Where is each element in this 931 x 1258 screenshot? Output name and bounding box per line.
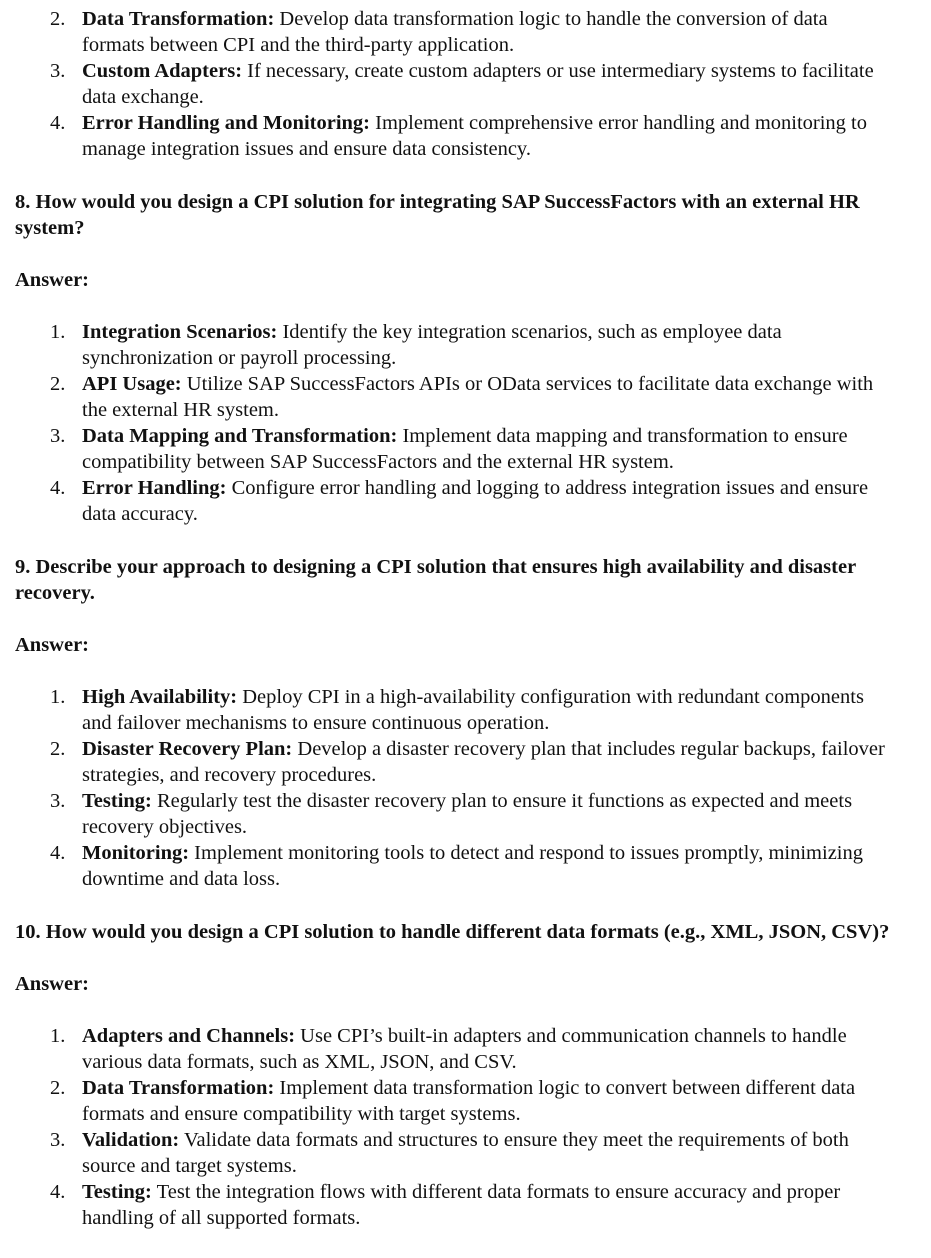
list-number: 2.	[50, 1077, 66, 1099]
answer-label: Answer:	[15, 269, 90, 291]
list-number: 2.	[50, 738, 66, 760]
item-title: Data Mapping and Transformation:	[82, 425, 398, 447]
answer-list	[0, 319, 931, 527]
item-text: Implement monitoring tools to detect and respond to issues promptly, minimizing downtime and data loss.	[82, 842, 863, 890]
list-item	[0, 6, 931, 58]
list-number: 1.	[50, 1025, 66, 1047]
question-heading: 8. How would you design a CPI solution for integrating SAP SuccessFactors with an external HR system?	[15, 191, 860, 239]
item-text: Implement data transformation logic to convert between different data formats and ensure compatibility with target systems.	[82, 1077, 856, 1125]
item-title: Validation:	[82, 1129, 180, 1151]
item-text: Deploy CPI in a high-availability configuration with redundant components and failover mechanisms to ensure continuous operation.	[82, 686, 864, 734]
list-number: 4.	[50, 1181, 66, 1203]
question-section-10	[0, 919, 931, 1231]
list-number: 1.	[50, 321, 66, 343]
item-text: If necessary, create custom adapters or use intermediary systems to facilitate data exchange.	[82, 60, 874, 108]
answer-list	[0, 1023, 931, 1231]
item-text: Validate data formats and structures to ensure they meet the requirements of both source and target systems.	[82, 1129, 849, 1177]
item-text: Develop data transformation logic to handle the conversion of data formats between CPI and the third-party application.	[82, 8, 828, 56]
item-title: Testing:	[82, 790, 152, 812]
item-title: Adapters and Channels:	[82, 1025, 296, 1047]
question-section-8	[0, 189, 931, 527]
list-item	[0, 58, 931, 110]
item-text: Use CPI’s built-in adapters and communication channels to handle various data formats, such as XML, JSON, and CSV.	[82, 1025, 847, 1073]
list-item	[0, 1023, 931, 1075]
item-text: Utilize SAP SuccessFactors APIs or OData services to facilitate data exchange with the external HR system.	[82, 373, 874, 421]
item-title: Data Transformation:	[82, 1077, 275, 1099]
item-title: Data Transformation:	[82, 8, 275, 30]
item-text: Regularly test the disaster recovery plan to ensure it functions as expected and meets recovery objectives.	[82, 790, 853, 838]
question-section-9	[0, 554, 931, 892]
answer-list	[0, 684, 931, 892]
item-title: API Usage:	[82, 373, 182, 395]
list-item	[0, 319, 931, 371]
list-item	[0, 110, 931, 162]
item-text: Develop a disaster recovery plan that includes regular backups, failover strategies, and recovery procedures.	[82, 738, 885, 786]
list-number: 4.	[50, 477, 66, 499]
item-title: Monitoring:	[82, 842, 190, 864]
list-item	[0, 475, 931, 527]
item-title: Custom Adapters:	[82, 60, 243, 82]
list-number: 2.	[50, 373, 66, 395]
answer-label: Answer:	[15, 634, 90, 656]
list-item	[0, 684, 931, 736]
list-item	[0, 1127, 931, 1179]
item-text: Test the integration flows with different data formats to ensure accuracy and proper handling of all supported formats.	[82, 1181, 841, 1229]
list-number: 3.	[50, 790, 66, 812]
list-number: 4.	[50, 842, 66, 864]
list-item	[0, 1075, 931, 1127]
question-heading: 9. Describe your approach to designing a CPI solution that ensures high availability and disaster recovery.	[15, 556, 856, 604]
item-title: Error Handling and Monitoring:	[82, 112, 370, 134]
list-number: 4.	[50, 112, 66, 134]
answer-label: Answer:	[15, 973, 90, 995]
list-number: 3.	[50, 1129, 66, 1151]
list-number: 1.	[50, 686, 66, 708]
item-title: Disaster Recovery Plan:	[82, 738, 293, 760]
list-item	[0, 423, 931, 475]
item-text: Configure error handling and logging to address integration issues and ensure data accuracy.	[82, 477, 869, 525]
list-item	[0, 1179, 931, 1231]
question-heading: 10. How would you design a CPI solution to handle different data formats (e.g., XML, JSON, CSV)?	[15, 921, 890, 943]
list-item	[0, 788, 931, 840]
list-item	[0, 840, 931, 892]
item-text: Identify the key integration scenarios, such as employee data synchronization or payroll processing.	[82, 321, 782, 369]
item-title: Error Handling:	[82, 477, 227, 499]
list-item	[0, 371, 931, 423]
list-number: 2.	[50, 8, 66, 30]
item-title: Testing:	[82, 1181, 152, 1203]
list-item	[0, 736, 931, 788]
list-number: 3.	[50, 60, 66, 82]
item-title: Integration Scenarios:	[82, 321, 278, 343]
item-text: Implement data mapping and transformation to ensure compatibility between SAP SuccessFactors and the external HR system.	[82, 425, 848, 473]
item-text: Implement comprehensive error handling and monitoring to manage integration issues and ensure data consistency.	[82, 112, 867, 160]
item-title: High Availability:	[82, 686, 238, 708]
list-number: 3.	[50, 425, 66, 447]
continuation-list	[0, 6, 931, 162]
